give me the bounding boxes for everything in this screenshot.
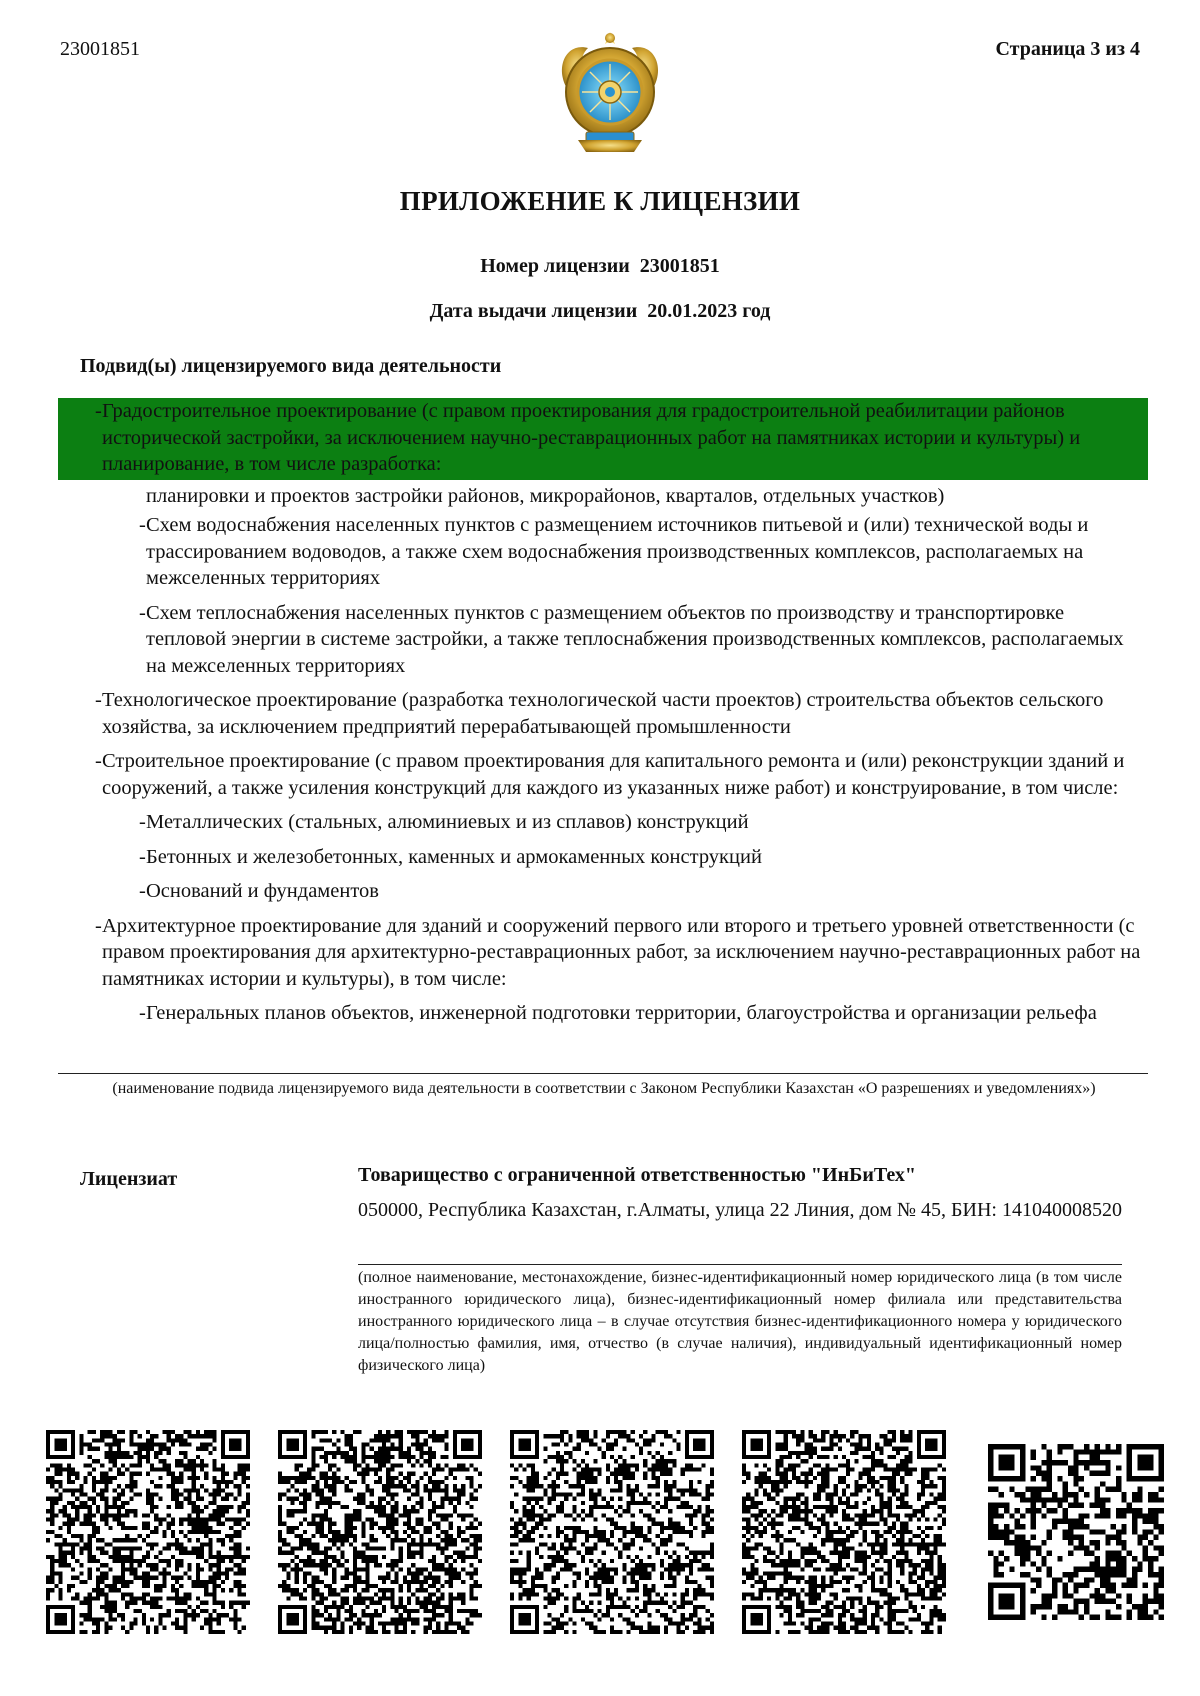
license-number-line	[0, 255, 1200, 278]
list-item-text: Схем водоснабжения населенных пунктов с размещением источников питьевой и (или) технической воды и трассированием водоводов, а также схем водоснабжения производственных комплексов, располагаемых на межселенных территориях	[146, 514, 1089, 589]
list-item: - Металлических (стальных, алюминиевых и из сплавов) конструкций	[139, 811, 749, 833]
licensee-label: Лицензиат	[80, 1168, 178, 1190]
list-item-text: Градостроительное проектирование (с правом проектирования для градостроительной реабилитации районов исторической застройки, за исключением научно-реставрационных работ на памятниках истории и культуры) и планирование, в том числе разработка:	[102, 400, 1081, 475]
qr-code-icon	[742, 1430, 946, 1634]
list-item: - Технологическое проектирование (разработка технологической части проектов) строительства объектов сельского хозяйства, за исключением предприятий перерабатывающей промышленности	[95, 689, 1104, 738]
list-item	[58, 483, 1148, 510]
list-item: - Градостроительное проектирование (с правом проектирования для градостроительной реабилитации районов исторической застройки, за исключением научно-реставрационных работ на памятниках истории и культуры) и планирование, в том числе разработка:	[58, 398, 1148, 480]
list-item-text: Генеральных планов объектов, инженерной подготовки территории, благоустройства и организации рельефа	[146, 1002, 1097, 1024]
list-item-text: Металлических (стальных, алюминиевых и из сплавов) конструкций	[146, 811, 749, 833]
section-label: Подвид(ы) лицензируемого вида деятельности	[80, 355, 502, 377]
subtype-caption: (наименование подвида лицензируемого вида деятельности в соответствии с Законом Республики Казахстан «О разрешениях и уведомлениях»)	[112, 1080, 1096, 1097]
page-indicator: Страница 3 из 4	[995, 38, 1140, 60]
list-item: - Оснований и фундаментов	[139, 880, 379, 902]
qr-code-icon	[510, 1430, 714, 1634]
list-item: - Генеральных планов объектов, инженерной подготовки территории, благоустройства и организации рельефа	[139, 1002, 1097, 1024]
list-item-text: Строительное проектирование (с правом проектирования для капитального ремонта и (или) реконструкции зданий и сооружений, а также усиления конструкций для каждого из указанных ниже работ) и конструирование, в том числе:	[102, 750, 1125, 799]
list-item-text: Технологическое проектирование (разработка технологической части проектов) строительства объектов сельского хозяйства, за исключением предприятий перерабатывающей промышленности	[102, 689, 1104, 738]
qr-code-icon	[988, 1444, 1164, 1620]
divider	[358, 1264, 1122, 1265]
license-number-value: 23001851	[639, 255, 720, 277]
page-title: ПРИЛОЖЕНИЕ К ЛИЦЕНЗИИ	[399, 186, 801, 216]
list-item: - Схем водоснабжения населенных пунктов с размещением источников питьевой и (или) технической воды и трассированием водоводов, а также схем водоснабжения производственных комплексов, располагаемых на межселенных территориях	[139, 514, 1089, 589]
state-emblem-icon	[548, 28, 672, 156]
subtype-list	[58, 400, 1148, 1027]
divider	[58, 1073, 1148, 1074]
list-item: - Бетонных и железобетонных, каменных и армокаменных конструкций	[139, 845, 762, 868]
list-item-text: Бетонных и железобетонных, каменных и армокаменных конструкций	[146, 845, 762, 868]
document-number: 23001851	[60, 38, 140, 60]
license-date-line	[0, 300, 1200, 323]
list-item: - Схем теплоснабжения населенных пунктов с размещением объектов по производству и транспортировке тепловой энергии в системе застройки, а также теплоснабжения производственных комплексов, располагаемых на межселенных территориях	[139, 601, 1124, 677]
qr-code-icon	[278, 1430, 482, 1634]
list-item: - Архитектурное проектирование для зданий и сооружений первого или второго и третьего уровней ответственности (с правом проектирования для архитектурно-реставрационных работ, за исключением научно-реставрационных работ на памятниках истории и культуры), в том числе:	[95, 914, 1141, 990]
licensee-name: Товарищество с ограниченной ответственностью "ИнБиТех"	[358, 1164, 916, 1186]
licensee-address: 050000, Республика Казахстан, г.Алматы, улица 22 Линия, дом № 45, БИН: 141040008520	[358, 1199, 1122, 1221]
list-item-text: планировки и проектов застройки районов, микрорайонов, кварталов, отдельных участков)	[146, 484, 945, 507]
list-item-text: Схем теплоснабжения населенных пунктов с размещением объектов по производству и транспортировке тепловой энергии в системе застройки, а также теплоснабжения производственных комплексов, располагаемых на межселенных территориях	[146, 601, 1124, 677]
license-date-value: 20.01.2023 год	[647, 300, 771, 322]
license-date-label: Дата выдачи лицензии	[429, 300, 638, 322]
list-item-text: Оснований и фундаментов	[146, 880, 379, 902]
license-number-label: Номер лицензии	[480, 255, 630, 277]
list-item: - Строительное проектирование (с правом проектирования для капитального ремонта и (или) реконструкции зданий и сооружений, а также усиления конструкций для каждого из указанных ниже работ) и конструирование, в том числе:	[95, 750, 1125, 799]
licensee-caption: (полное наименование, местонахождение, бизнес-идентификационный номер юридического лица (в том числе иностранного юридического лица), бизнес-идентификационный номер филиала или представительства иностранного юридического лица – в случае отсутствия бизнес-идентификационного номера у юридического лица/полностью фамилия, имя, отчество (в случае наличия), индивидуальный идентификационный номер физического лица)	[358, 1269, 1122, 1374]
qr-code-icon	[46, 1430, 250, 1634]
list-item-text: Архитектурное проектирование для зданий и сооружений первого или второго и третьего уровней ответственности (с правом проектирования для архитектурно-реставрационных работ, за исключением научно-реставрационных работ на памятниках истории и культуры), в том числе:	[102, 914, 1141, 990]
